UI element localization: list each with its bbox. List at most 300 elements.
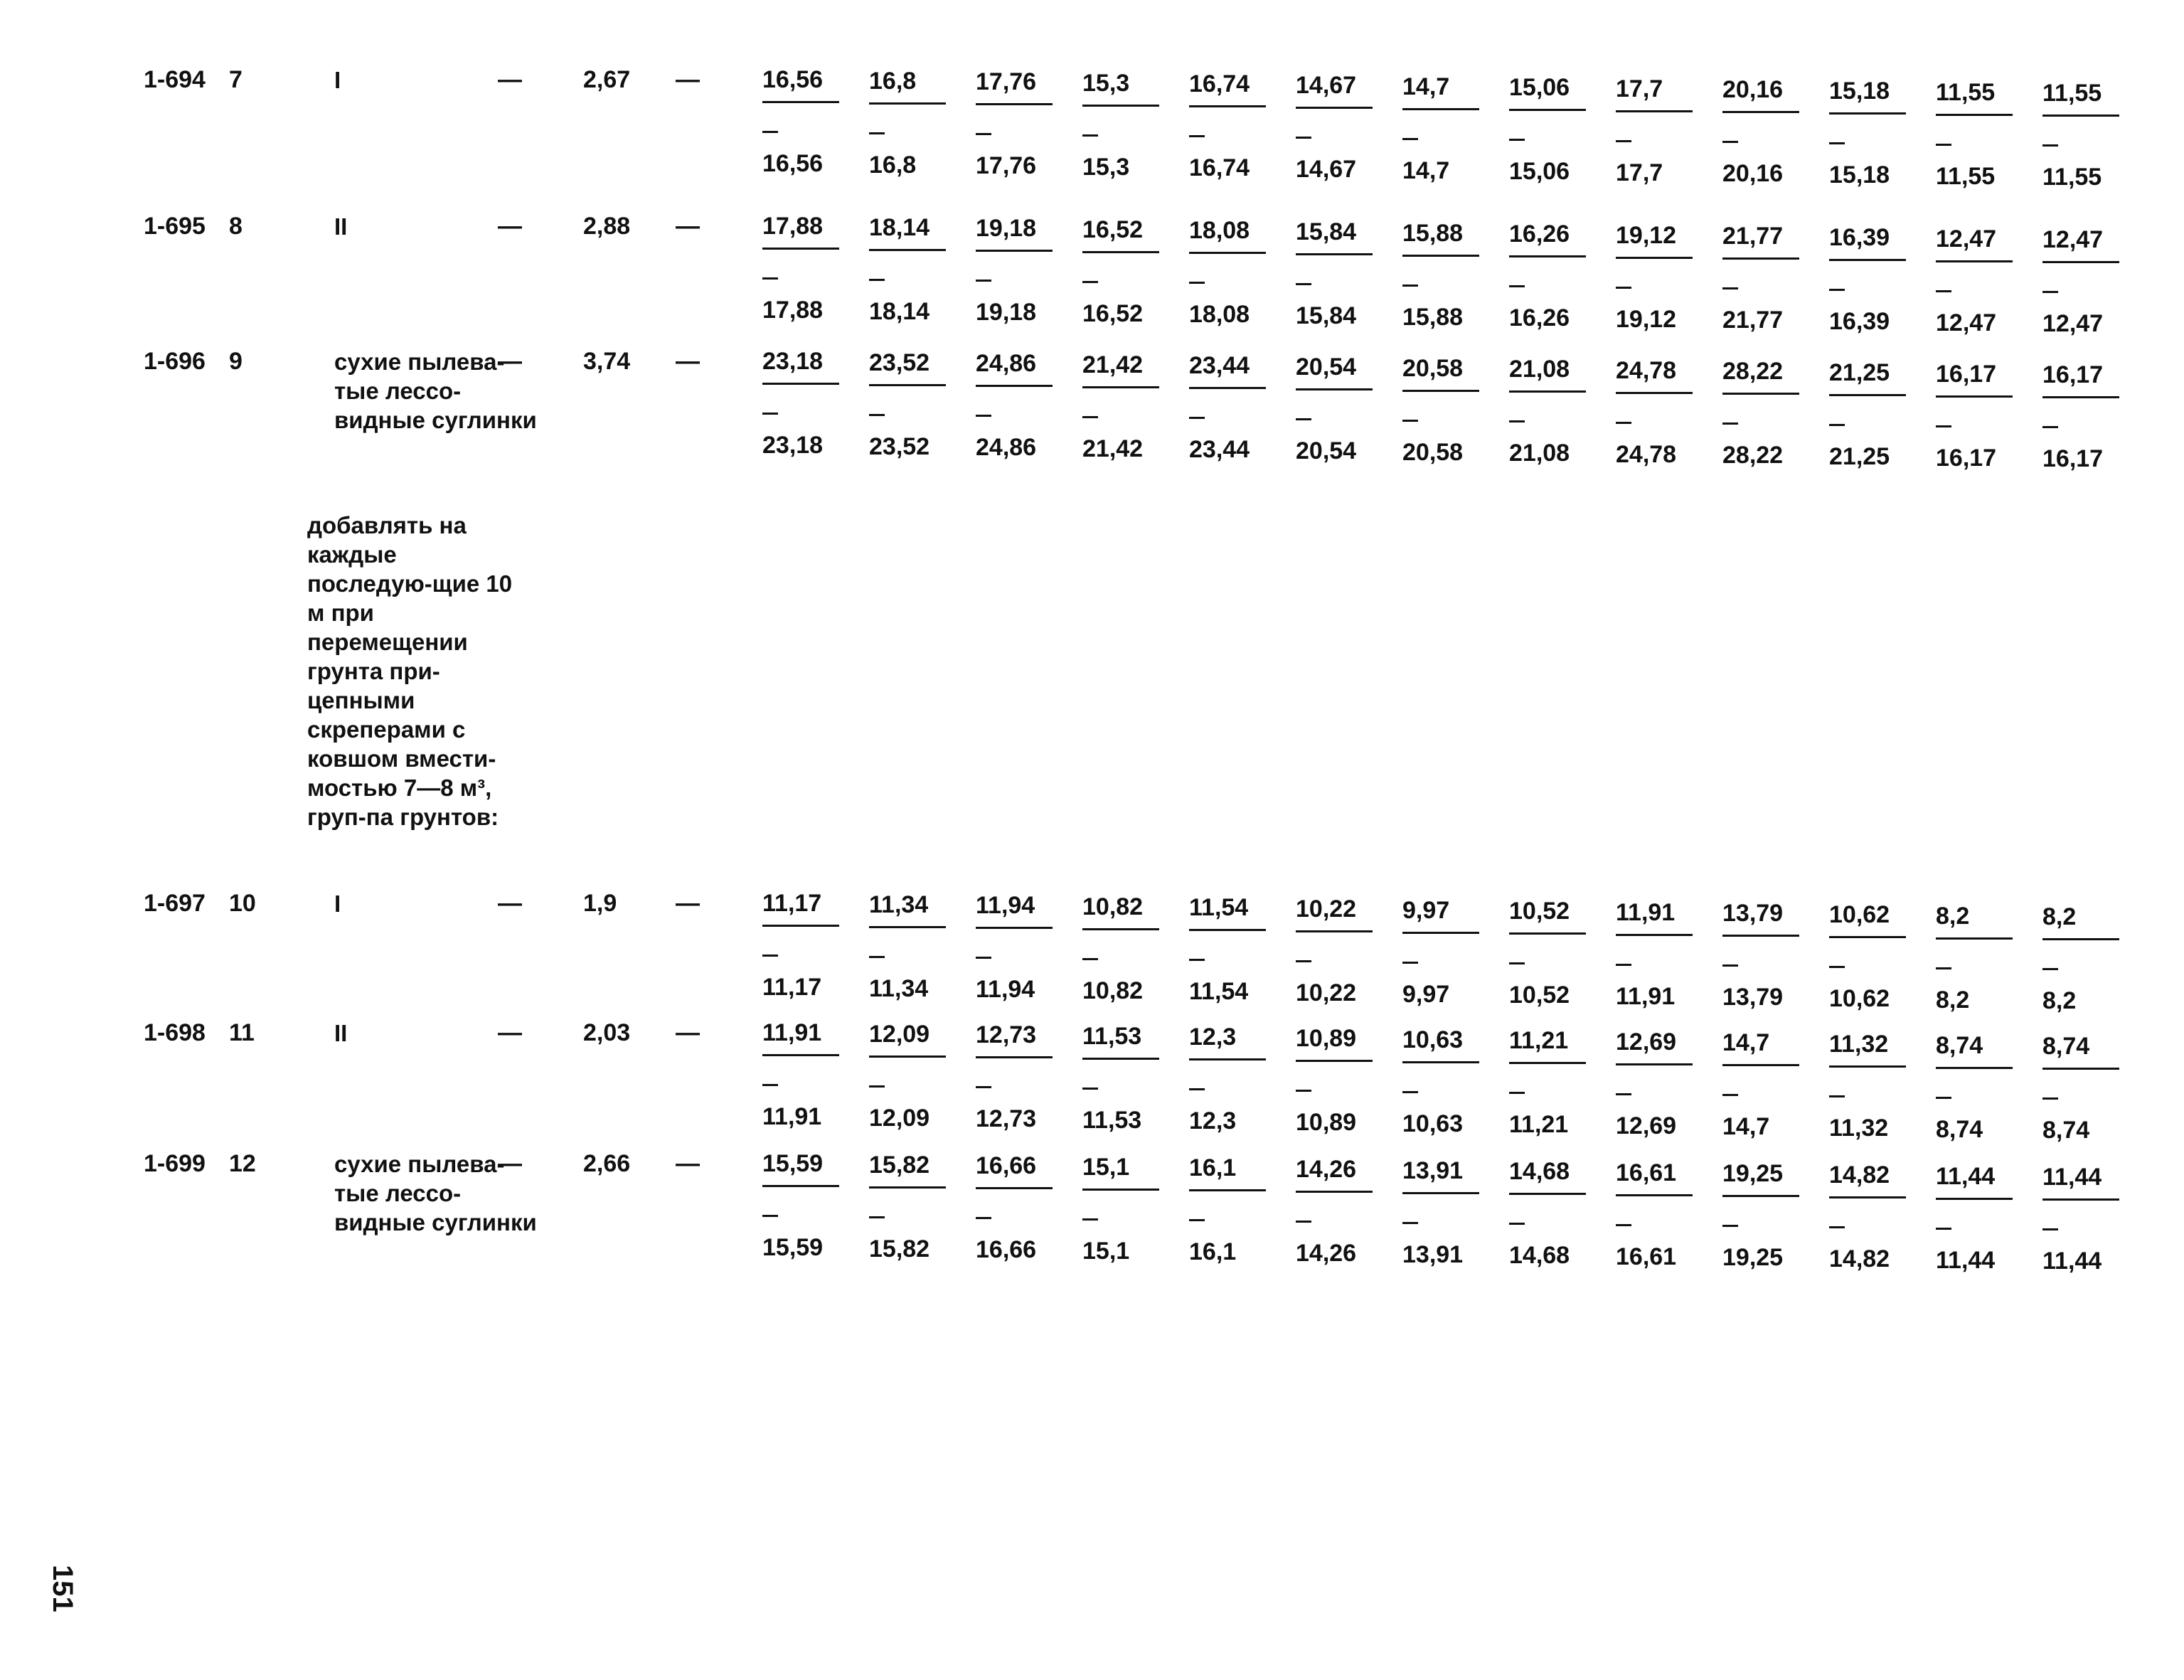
- fraction-bar: [1189, 929, 1266, 931]
- fraction-numerator: 16,39: [1829, 224, 1890, 251]
- fraction-denominator: 17,88: [762, 297, 824, 324]
- fraction-denominator: 20,58: [1402, 439, 1464, 466]
- fraction-cell: [1402, 1157, 1488, 1285]
- fraction-numerator: 16,17: [2042, 361, 2104, 388]
- fraction-denominator: 10,89: [1296, 1109, 1357, 1136]
- fraction-cell: [1402, 354, 1488, 482]
- fraction-bar: [1296, 253, 1373, 255]
- row-number: 8: [229, 213, 243, 240]
- fraction-numerator: 14,82: [1829, 1161, 1890, 1189]
- fraction-denominator: 21,42: [1082, 435, 1144, 462]
- fraction-dash: [1509, 1092, 1525, 1094]
- fraction-bar: [1402, 390, 1479, 392]
- fraction-denominator: 11,55: [2042, 164, 2102, 191]
- fraction-dash: [976, 957, 991, 959]
- fraction-numerator: 8,2: [2042, 903, 2077, 930]
- fraction-cell: [2042, 903, 2128, 1031]
- row-number: 9: [229, 348, 243, 375]
- fraction-bar: [1402, 1192, 1479, 1194]
- fraction-bar: [762, 1054, 839, 1056]
- fraction-cell: [2042, 225, 2128, 353]
- fraction-numerator: 19,25: [1722, 1160, 1784, 1187]
- fraction-numerator: 24,78: [1616, 357, 1677, 384]
- fraction-cell: [976, 68, 1061, 196]
- fraction-cell: [1082, 69, 1168, 197]
- fraction-denominator: 14,7: [1722, 1113, 1770, 1140]
- fraction-bar: [1936, 1067, 2013, 1069]
- fraction-numerator: 20,58: [1402, 355, 1464, 382]
- fraction-denominator: 21,08: [1509, 440, 1570, 467]
- fraction-cell: [1722, 222, 1808, 350]
- fraction-denominator: 11,44: [1936, 1247, 1996, 1274]
- fraction-cell: [976, 1021, 1061, 1149]
- fraction-bar: [1082, 386, 1159, 388]
- fraction-dash: [1189, 417, 1205, 419]
- fraction-numerator: 10,22: [1296, 895, 1357, 923]
- fraction-numerator: 8,2: [1936, 903, 1970, 930]
- fraction-numerator: 16,66: [976, 1152, 1037, 1179]
- fraction-denominator: 10,63: [1402, 1110, 1464, 1137]
- row-number: 10: [229, 890, 256, 917]
- row-dash-col4: —: [498, 890, 522, 917]
- fraction-bar: [869, 384, 946, 386]
- fraction-cell: [1722, 1028, 1808, 1157]
- fraction-cell: [762, 1019, 848, 1147]
- fraction-dash: [1082, 281, 1098, 283]
- fraction-dash: [1402, 1091, 1418, 1093]
- fraction-bar: [1402, 932, 1479, 934]
- fraction-numerator: 16,56: [762, 66, 824, 93]
- fraction-cell: [1082, 893, 1168, 1021]
- fraction-bar: [762, 1185, 839, 1187]
- fraction-numerator: 15,59: [762, 1150, 824, 1177]
- fraction-dash: [1936, 1228, 1951, 1230]
- fraction-bar: [1402, 108, 1479, 110]
- fraction-dash: [2042, 1097, 2058, 1100]
- fraction-numerator: 10,82: [1082, 893, 1144, 920]
- fraction-bar: [1829, 112, 1906, 115]
- fraction-numerator: 17,76: [976, 68, 1037, 95]
- fraction-bar: [1936, 395, 2013, 398]
- fraction-cell: [1189, 351, 1274, 479]
- fraction-bar: [1296, 930, 1373, 932]
- fraction-numerator: 15,06: [1509, 74, 1570, 101]
- fraction-dash: [1509, 285, 1525, 287]
- fraction-bar: [976, 250, 1053, 252]
- fraction-cell: [2042, 1032, 2128, 1160]
- fraction-denominator: 8,2: [2042, 987, 2077, 1014]
- fraction-denominator: 19,12: [1616, 306, 1677, 333]
- fraction-denominator: 17,7: [1616, 159, 1663, 186]
- fraction-bar: [869, 102, 946, 105]
- row-description: сухие пылева-тые лессо-видные суглинки: [334, 1151, 537, 1235]
- fraction-cell: [1616, 898, 1701, 1026]
- fraction-bar: [869, 1056, 946, 1058]
- fraction-dash: [2042, 968, 2058, 970]
- fraction-dash: [1616, 1224, 1631, 1226]
- fraction-denominator: 10,62: [1829, 985, 1890, 1012]
- fraction-numerator: 12,3: [1189, 1024, 1237, 1051]
- fraction-bar: [1296, 107, 1373, 109]
- fraction-dash: [1509, 139, 1525, 141]
- fraction-bar: [976, 103, 1053, 105]
- fraction-numerator: 8,74: [1936, 1032, 1983, 1059]
- fraction-cell: [976, 891, 1061, 1019]
- fraction-numerator: 15,82: [869, 1152, 930, 1179]
- fraction-cell: [2042, 79, 2128, 207]
- fraction-denominator: 16,17: [1936, 445, 1997, 472]
- fraction-bar: [1402, 255, 1479, 257]
- fraction-numerator: 9,97: [1402, 897, 1450, 924]
- fraction-denominator: 16,39: [1829, 308, 1890, 335]
- fraction-denominator: 11,21: [1509, 1111, 1569, 1138]
- fraction-bar: [1082, 251, 1159, 253]
- fraction-bar: [1509, 390, 1586, 393]
- fraction-dash: [976, 1086, 991, 1088]
- fraction-numerator: 10,89: [1296, 1025, 1357, 1052]
- fraction-cell: [869, 890, 954, 1019]
- fraction-cell: [976, 349, 1061, 477]
- fraction-numerator: 13,91: [1402, 1157, 1464, 1184]
- fraction-cell: [1936, 78, 2021, 206]
- fraction-cell: [1616, 356, 1701, 484]
- fraction-bar: [2042, 115, 2119, 117]
- fraction-cell: [1296, 218, 1381, 346]
- fraction-dash: [869, 414, 885, 416]
- row-number: 12: [229, 1150, 256, 1177]
- fraction-bar: [1829, 1196, 1906, 1198]
- fraction-numerator: 23,52: [869, 349, 930, 376]
- page-number: 151: [47, 1565, 78, 1612]
- fraction-denominator: 21,25: [1829, 443, 1890, 470]
- fraction-dash: [1189, 282, 1205, 284]
- fraction-cell: [1296, 71, 1381, 199]
- fraction-cell: [1509, 73, 1594, 201]
- fraction-cell: [869, 1151, 954, 1279]
- fraction-denominator: 21,77: [1722, 307, 1784, 334]
- fraction-denominator: 11,17: [762, 974, 822, 1001]
- fraction-cell: [1082, 1022, 1168, 1150]
- row-dash-col4: —: [498, 66, 522, 93]
- row-dash-col6: —: [676, 213, 700, 240]
- fraction-dash: [2042, 1228, 2058, 1230]
- fraction-dash: [1829, 142, 1845, 144]
- fraction-cell: [1296, 895, 1381, 1023]
- fraction-dash: [1509, 420, 1525, 422]
- fraction-cell: [1936, 360, 2021, 488]
- fraction-dash: [1189, 135, 1205, 137]
- fraction-cell: [869, 213, 954, 341]
- fraction-dash: [762, 1084, 778, 1086]
- fraction-denominator: 12,73: [976, 1105, 1037, 1132]
- fraction-cell: [762, 65, 848, 193]
- row-dash-col6: —: [676, 1019, 700, 1046]
- fraction-bar: [976, 927, 1053, 929]
- fraction-bar: [762, 383, 839, 385]
- fraction-denominator: 18,14: [869, 298, 930, 325]
- fraction-numerator: 20,54: [1296, 353, 1357, 381]
- row-dash-col6: —: [676, 66, 700, 93]
- fraction-denominator: 12,69: [1616, 1112, 1677, 1139]
- fraction-dash: [1296, 137, 1311, 139]
- fraction-dash: [1722, 422, 1738, 425]
- fraction-dash: [1616, 140, 1631, 142]
- fraction-denominator: 28,22: [1722, 442, 1784, 469]
- fraction-denominator: 20,54: [1296, 437, 1357, 464]
- fraction-denominator: 15,1: [1082, 1238, 1130, 1265]
- row-description: II: [334, 213, 348, 240]
- fraction-bar: [1722, 393, 1799, 395]
- fraction-numerator: 21,25: [1829, 359, 1890, 386]
- fraction-numerator: 28,22: [1722, 358, 1784, 385]
- fraction-cell: [1082, 1153, 1168, 1281]
- fraction-bar: [1189, 1058, 1266, 1060]
- fraction-denominator: 24,78: [1616, 441, 1677, 468]
- fraction-dash: [762, 1215, 778, 1217]
- fraction-numerator: 15,3: [1082, 70, 1130, 97]
- fraction-denominator: 12,47: [2042, 310, 2104, 337]
- fraction-cell: [1829, 1161, 1914, 1289]
- fraction-cell: [1189, 70, 1274, 198]
- fraction-numerator: 21,77: [1722, 223, 1784, 250]
- row-code: 1-695: [144, 213, 206, 240]
- fraction-numerator: 19,12: [1616, 222, 1677, 249]
- fraction-numerator: 16,74: [1189, 70, 1250, 97]
- fraction-denominator: 8,74: [1936, 1116, 1983, 1143]
- fraction-dash: [762, 277, 778, 280]
- fraction-numerator: 12,47: [1936, 225, 1997, 252]
- fraction-cell: [1509, 897, 1594, 1025]
- fraction-bar: [976, 1187, 1053, 1189]
- row-value-col5: 3,74: [583, 348, 631, 375]
- row-dash-col4: —: [498, 348, 522, 375]
- fraction-numerator: 10,63: [1402, 1026, 1464, 1053]
- fraction-cell: [1296, 353, 1381, 481]
- fraction-numerator: 16,1: [1189, 1154, 1237, 1181]
- fraction-bar: [1189, 105, 1266, 107]
- fraction-bar: [976, 385, 1053, 387]
- fraction-bar: [1722, 1064, 1799, 1066]
- fraction-denominator: 10,82: [1082, 977, 1144, 1004]
- fraction-bar: [1082, 105, 1159, 107]
- fraction-numerator: 12,69: [1616, 1028, 1677, 1056]
- fraction-cell: [1509, 220, 1594, 348]
- fraction-bar: [762, 248, 839, 250]
- fraction-cell: [1509, 1157, 1594, 1285]
- fraction-numerator: 16,61: [1616, 1159, 1677, 1186]
- fraction-bar: [1829, 259, 1906, 261]
- fraction-bar: [2042, 1068, 2119, 1070]
- fraction-dash: [1189, 959, 1205, 961]
- fraction-cell: [1936, 1162, 2021, 1290]
- fraction-dash: [869, 1085, 885, 1088]
- fraction-dash: [1616, 964, 1631, 966]
- fraction-cell: [762, 889, 848, 1017]
- fraction-numerator: 14,67: [1296, 72, 1357, 99]
- fraction-denominator: 18,08: [1189, 301, 1250, 328]
- fraction-denominator: 13,79: [1722, 984, 1784, 1011]
- fraction-cell: [1936, 1031, 2021, 1159]
- row-value-col5: 2,67: [583, 66, 631, 93]
- fraction-dash: [1936, 144, 1951, 146]
- fraction-dash: [1616, 422, 1631, 424]
- fraction-bar: [869, 926, 946, 928]
- fraction-bar: [1509, 932, 1586, 935]
- fraction-cell: [762, 347, 848, 475]
- fraction-bar: [1082, 1058, 1159, 1060]
- fraction-cell: [1189, 1023, 1274, 1151]
- fraction-bar: [1829, 1065, 1906, 1068]
- row-dash-col4: —: [498, 1150, 522, 1177]
- fraction-denominator: 13,91: [1402, 1241, 1464, 1268]
- row-code: 1-696: [144, 348, 206, 375]
- fraction-cell: [1722, 899, 1808, 1027]
- fraction-cell: [1722, 357, 1808, 485]
- fraction-denominator: 12,47: [1936, 309, 1997, 336]
- fraction-denominator: 11,32: [1829, 1115, 1889, 1142]
- fraction-numerator: 15,84: [1296, 218, 1357, 245]
- fraction-dash: [1722, 1225, 1738, 1227]
- fraction-dash: [1616, 287, 1631, 289]
- fraction-denominator: 17,76: [976, 152, 1037, 179]
- fraction-numerator: 18,08: [1189, 217, 1250, 244]
- fraction-numerator: 16,52: [1082, 216, 1144, 243]
- row-code: 1-697: [144, 890, 206, 917]
- fraction-dash: [869, 956, 885, 958]
- row-description: I: [334, 67, 341, 93]
- fraction-cell: [1722, 1159, 1808, 1287]
- fraction-dash: [1722, 141, 1738, 143]
- fraction-dash: [1402, 420, 1418, 422]
- fraction-bar: [1936, 260, 2013, 262]
- fraction-denominator: 11,91: [762, 1103, 822, 1130]
- fraction-cell: [1616, 221, 1701, 349]
- row-value-col5: 1,9: [583, 890, 617, 917]
- fraction-denominator: 16,56: [762, 150, 824, 177]
- fraction-cell: [1296, 1155, 1381, 1283]
- fraction-dash: [1296, 418, 1311, 420]
- fraction-denominator: 23,52: [869, 433, 930, 460]
- fraction-cell: [869, 67, 954, 195]
- fraction-numerator: 16,17: [1936, 361, 1997, 388]
- fraction-cell: [762, 212, 848, 340]
- fraction-numerator: 11,32: [1829, 1031, 1889, 1058]
- fraction-dash: [1296, 960, 1311, 962]
- row-value-col5: 2,88: [583, 213, 631, 240]
- fraction-denominator: 23,44: [1189, 436, 1250, 463]
- fraction-numerator: 14,26: [1296, 1156, 1357, 1183]
- fraction-dash: [1082, 1088, 1098, 1090]
- fraction-bar: [1829, 394, 1906, 396]
- fraction-cell: [1829, 900, 1914, 1028]
- fraction-dash: [1616, 1093, 1631, 1095]
- fraction-bar: [2042, 396, 2119, 398]
- fraction-denominator: 11,44: [2042, 1248, 2102, 1275]
- fraction-bar: [1936, 114, 2013, 116]
- fraction-numerator: 18,14: [869, 214, 930, 241]
- fraction-denominator: 8,2: [1936, 987, 1970, 1014]
- fraction-numerator: 11,55: [1936, 79, 1996, 106]
- fraction-bar: [1296, 1060, 1373, 1062]
- fraction-numerator: 12,73: [976, 1021, 1037, 1048]
- fraction-cell: [2042, 361, 2128, 489]
- fraction-dash: [1296, 283, 1311, 285]
- fraction-denominator: 15,18: [1829, 161, 1890, 188]
- fraction-denominator: 9,97: [1402, 981, 1450, 1008]
- fraction-bar: [1189, 387, 1266, 389]
- fraction-dash: [1402, 1222, 1418, 1224]
- fraction-numerator: 15,88: [1402, 220, 1464, 247]
- fraction-numerator: 17,7: [1616, 75, 1663, 102]
- fraction-denominator: 11,94: [976, 976, 1035, 1003]
- fraction-cell: [869, 1020, 954, 1148]
- fraction-bar: [1402, 1061, 1479, 1063]
- fraction-dash: [869, 279, 885, 281]
- fraction-cell: [1509, 355, 1594, 483]
- row-description: II: [334, 1020, 348, 1046]
- fraction-cell: [1829, 1030, 1914, 1158]
- fraction-dash: [2042, 291, 2058, 293]
- fraction-dash: [2042, 144, 2058, 147]
- fraction-numerator: 17,88: [762, 213, 824, 240]
- fraction-numerator: 14,68: [1509, 1158, 1570, 1185]
- fraction-dash: [1082, 958, 1098, 960]
- fraction-cell: [976, 1152, 1061, 1280]
- fraction-dash: [1829, 289, 1845, 291]
- fraction-dash: [1402, 138, 1418, 140]
- fraction-dash: [1722, 964, 1738, 967]
- row-dash-col4: —: [498, 213, 522, 240]
- fraction-numerator: 11,34: [869, 891, 929, 918]
- fraction-bar: [762, 101, 839, 103]
- fraction-denominator: 16,74: [1189, 154, 1250, 181]
- fraction-dash: [1082, 134, 1098, 137]
- row-number: 11: [229, 1019, 255, 1046]
- fraction-denominator: 11,53: [1082, 1107, 1142, 1134]
- fraction-denominator: 11,34: [869, 975, 929, 1002]
- fraction-dash: [1189, 1219, 1205, 1221]
- fraction-cell: [1829, 223, 1914, 351]
- fraction-bar: [1296, 1191, 1373, 1193]
- fraction-bar: [1722, 111, 1799, 113]
- fraction-bar: [1509, 1193, 1586, 1195]
- fraction-denominator: 19,25: [1722, 1244, 1784, 1271]
- fraction-bar: [976, 1056, 1053, 1058]
- fraction-bar: [762, 925, 839, 927]
- fraction-denominator: 15,84: [1296, 302, 1357, 329]
- fraction-bar: [1616, 1194, 1693, 1196]
- fraction-dash: [869, 132, 885, 134]
- fraction-numerator: 16,8: [869, 68, 917, 95]
- fraction-bar: [1722, 257, 1799, 260]
- fraction-denominator: 24,86: [976, 434, 1037, 461]
- fraction-denominator: 16,61: [1616, 1243, 1677, 1270]
- fraction-numerator: 15,18: [1829, 78, 1890, 105]
- row-code: 1-694: [144, 66, 206, 93]
- fraction-denominator: 15,82: [869, 1235, 930, 1262]
- fraction-numerator: 10,62: [1829, 901, 1890, 928]
- fraction-dash: [1296, 1090, 1311, 1092]
- fraction-numerator: 11,54: [1189, 894, 1249, 921]
- fraction-cell: [1402, 1026, 1488, 1154]
- fraction-bar: [1616, 934, 1693, 936]
- fraction-denominator: 16,1: [1189, 1238, 1237, 1265]
- fraction-denominator: 11,55: [1936, 163, 1996, 190]
- fraction-denominator: 16,26: [1509, 304, 1570, 331]
- fraction-numerator: 12,09: [869, 1021, 930, 1048]
- fraction-bar: [1189, 252, 1266, 254]
- fraction-cell: [869, 349, 954, 477]
